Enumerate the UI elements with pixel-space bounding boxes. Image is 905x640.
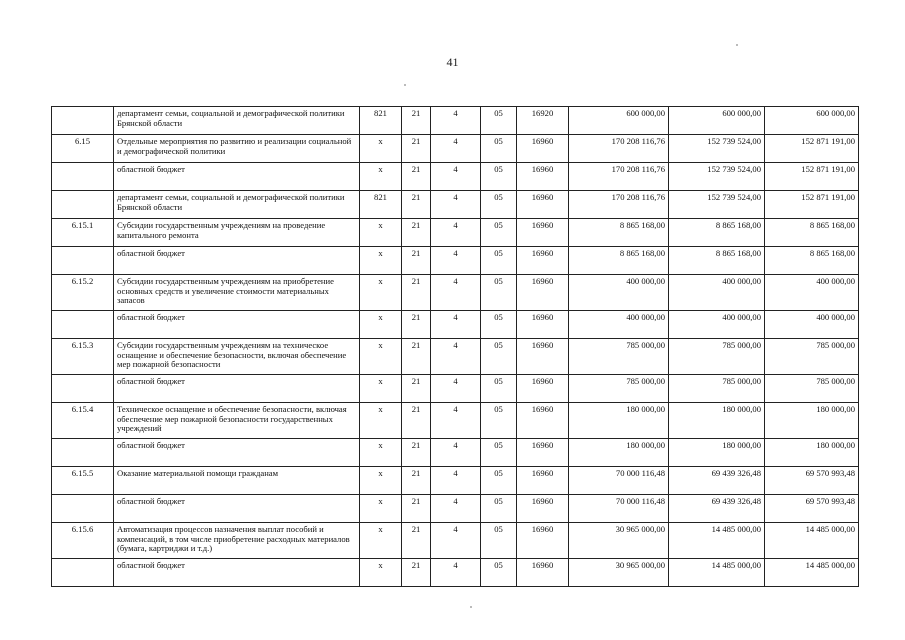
row-c2: 4 [431, 467, 481, 495]
row-c2: 4 [431, 523, 481, 559]
row-c4: 16960 [517, 375, 569, 403]
row-name: областной бюджет [114, 375, 360, 403]
row-c3: 05 [481, 247, 517, 275]
row-value-1: 785 000,00 [569, 339, 669, 375]
row-code: 6.15.1 [52, 219, 114, 247]
row-value-2: 600 000,00 [669, 107, 765, 135]
table-row [52, 403, 859, 439]
row-c3: 05 [481, 523, 517, 559]
row-value-1: 400 000,00 [569, 311, 669, 339]
row-gr: x [360, 311, 402, 339]
table-row [52, 107, 859, 135]
row-c1: 21 [402, 467, 431, 495]
scan-speck [470, 606, 472, 608]
row-c4: 16960 [517, 403, 569, 439]
row-value-3: 400 000,00 [765, 311, 859, 339]
row-c4: 16960 [517, 495, 569, 523]
row-c4: 16960 [517, 275, 569, 311]
row-gr: x [360, 467, 402, 495]
row-c2: 4 [431, 135, 481, 163]
row-c3: 05 [481, 311, 517, 339]
row-value-3: 14 485 000,00 [765, 559, 859, 587]
row-code [52, 191, 114, 219]
row-name: областной бюджет [114, 247, 360, 275]
table-row [52, 247, 859, 275]
row-code [52, 559, 114, 587]
row-value-2: 785 000,00 [669, 375, 765, 403]
row-value-3: 152 871 191,00 [765, 191, 859, 219]
row-value-1: 600 000,00 [569, 107, 669, 135]
table-row [52, 191, 859, 219]
row-gr: x [360, 523, 402, 559]
row-c1: 21 [402, 559, 431, 587]
row-name: Оказание материальной помощи гражданам [114, 467, 360, 495]
row-c1: 21 [402, 107, 431, 135]
table-row [52, 163, 859, 191]
table-row [52, 339, 859, 375]
row-name: Субсидии государственным учреждениям на приобретение основных средств и увеличение стоимости материальных запасов [114, 275, 360, 311]
row-gr: x [360, 219, 402, 247]
row-c4: 16960 [517, 163, 569, 191]
row-code: 6.15.6 [52, 523, 114, 559]
row-code: 6.15.5 [52, 467, 114, 495]
row-c4: 16960 [517, 339, 569, 375]
row-value-1: 170 208 116,76 [569, 135, 669, 163]
row-value-1: 8 865 168,00 [569, 247, 669, 275]
row-gr: x [360, 275, 402, 311]
row-value-2: 8 865 168,00 [669, 247, 765, 275]
row-c1: 21 [402, 135, 431, 163]
row-c2: 4 [431, 275, 481, 311]
row-value-3: 152 871 191,00 [765, 163, 859, 191]
row-c1: 21 [402, 403, 431, 439]
row-value-2: 14 485 000,00 [669, 559, 765, 587]
row-gr: x [360, 375, 402, 403]
row-c1: 21 [402, 339, 431, 375]
row-gr: x [360, 403, 402, 439]
table-row [52, 375, 859, 403]
row-c2: 4 [431, 439, 481, 467]
row-value-3: 8 865 168,00 [765, 247, 859, 275]
row-value-1: 400 000,00 [569, 275, 669, 311]
row-value-1: 170 208 116,76 [569, 163, 669, 191]
row-name: департамент семьи, социальной и демографической политики Брянской области [114, 107, 360, 135]
row-c2: 4 [431, 495, 481, 523]
row-gr: 821 [360, 107, 402, 135]
row-c2: 4 [431, 339, 481, 375]
row-value-3: 785 000,00 [765, 375, 859, 403]
row-value-1: 30 965 000,00 [569, 559, 669, 587]
row-value-1: 30 965 000,00 [569, 523, 669, 559]
row-value-2: 69 439 326,48 [669, 467, 765, 495]
row-value-1: 785 000,00 [569, 375, 669, 403]
row-c3: 05 [481, 495, 517, 523]
row-c4: 16960 [517, 311, 569, 339]
row-c3: 05 [481, 339, 517, 375]
row-name: областной бюджет [114, 439, 360, 467]
row-c3: 05 [481, 191, 517, 219]
row-c1: 21 [402, 439, 431, 467]
row-c2: 4 [431, 219, 481, 247]
row-code [52, 439, 114, 467]
row-c2: 4 [431, 107, 481, 135]
row-value-3: 600 000,00 [765, 107, 859, 135]
row-c2: 4 [431, 311, 481, 339]
row-code [52, 107, 114, 135]
row-value-1: 180 000,00 [569, 439, 669, 467]
row-gr: x [360, 135, 402, 163]
row-c2: 4 [431, 559, 481, 587]
table-row [52, 439, 859, 467]
row-c4: 16960 [517, 559, 569, 587]
row-value-1: 70 000 116,48 [569, 495, 669, 523]
row-name: Субсидии государственным учреждениям на техническое оснащение и обеспечение безопасности, включая обеспечение мер пожарной безопасности [114, 339, 360, 375]
row-value-3: 69 570 993,48 [765, 495, 859, 523]
row-name: областной бюджет [114, 495, 360, 523]
row-c1: 21 [402, 523, 431, 559]
row-value-3: 400 000,00 [765, 275, 859, 311]
row-c4: 16960 [517, 467, 569, 495]
row-c4: 16960 [517, 219, 569, 247]
table-row [52, 495, 859, 523]
row-value-2: 180 000,00 [669, 439, 765, 467]
row-value-3: 8 865 168,00 [765, 219, 859, 247]
row-gr: x [360, 339, 402, 375]
row-c1: 21 [402, 495, 431, 523]
table-row [52, 311, 859, 339]
row-c4: 16960 [517, 247, 569, 275]
row-gr: x [360, 163, 402, 191]
row-gr: x [360, 559, 402, 587]
row-c3: 05 [481, 275, 517, 311]
table-row [52, 135, 859, 163]
row-code [52, 375, 114, 403]
table-row [52, 467, 859, 495]
row-c3: 05 [481, 107, 517, 135]
row-c3: 05 [481, 135, 517, 163]
row-value-3: 180 000,00 [765, 439, 859, 467]
row-c3: 05 [481, 163, 517, 191]
table-row [52, 275, 859, 311]
row-value-2: 69 439 326,48 [669, 495, 765, 523]
page-number: 41 [446, 55, 459, 69]
row-value-3: 180 000,00 [765, 403, 859, 439]
scan-speck [736, 44, 738, 46]
row-value-3: 69 570 993,48 [765, 467, 859, 495]
row-c3: 05 [481, 219, 517, 247]
row-value-1: 8 865 168,00 [569, 219, 669, 247]
row-name: Техническое оснащение и обеспечение безопасности, включая обеспечение мер пожарной безопасности государственных учреждений [114, 403, 360, 439]
row-name: Отдельные мероприятия по развитию и реализации социальной и демографической политики [114, 135, 360, 163]
table-row [52, 559, 859, 587]
row-gr: x [360, 439, 402, 467]
row-value-2: 8 865 168,00 [669, 219, 765, 247]
row-c4: 16960 [517, 439, 569, 467]
row-c3: 05 [481, 439, 517, 467]
row-value-1: 170 208 116,76 [569, 191, 669, 219]
row-code: 6.15.4 [52, 403, 114, 439]
row-code: 6.15.2 [52, 275, 114, 311]
row-c1: 21 [402, 375, 431, 403]
row-code: 6.15.3 [52, 339, 114, 375]
row-c1: 21 [402, 163, 431, 191]
row-name: областной бюджет [114, 163, 360, 191]
row-name: Автоматизация процессов назначения выплат пособий и компенсаций, в том числе приобретение расходных материалов (бумага, картриджи и т.д.) [114, 523, 360, 559]
row-c3: 05 [481, 559, 517, 587]
table-row [52, 523, 859, 559]
row-value-2: 785 000,00 [669, 339, 765, 375]
row-code [52, 311, 114, 339]
row-c4: 16960 [517, 523, 569, 559]
row-name: департамент семьи, социальной и демографической политики Брянской области [114, 191, 360, 219]
row-code [52, 495, 114, 523]
row-c1: 21 [402, 275, 431, 311]
row-c2: 4 [431, 191, 481, 219]
row-c2: 4 [431, 375, 481, 403]
scan-speck [404, 84, 406, 86]
row-value-2: 14 485 000,00 [669, 523, 765, 559]
row-value-2: 152 739 524,00 [669, 191, 765, 219]
row-c4: 16960 [517, 135, 569, 163]
row-gr: x [360, 495, 402, 523]
row-c1: 21 [402, 219, 431, 247]
row-name: областной бюджет [114, 559, 360, 587]
row-c3: 05 [481, 403, 517, 439]
row-c2: 4 [431, 403, 481, 439]
row-name: областной бюджет [114, 311, 360, 339]
row-gr: 821 [360, 191, 402, 219]
row-value-1: 180 000,00 [569, 403, 669, 439]
row-c2: 4 [431, 163, 481, 191]
table-row [52, 219, 859, 247]
row-value-3: 14 485 000,00 [765, 523, 859, 559]
row-value-2: 152 739 524,00 [669, 135, 765, 163]
row-value-3: 152 871 191,00 [765, 135, 859, 163]
row-code [52, 163, 114, 191]
row-value-2: 152 739 524,00 [669, 163, 765, 191]
row-c4: 16920 [517, 107, 569, 135]
row-c3: 05 [481, 467, 517, 495]
row-value-3: 785 000,00 [765, 339, 859, 375]
row-c1: 21 [402, 247, 431, 275]
row-c2: 4 [431, 247, 481, 275]
row-name: Субсидии государственным учреждениям на проведение капитального ремонта [114, 219, 360, 247]
row-c4: 16960 [517, 191, 569, 219]
row-c3: 05 [481, 375, 517, 403]
row-gr: x [360, 247, 402, 275]
row-value-2: 180 000,00 [669, 403, 765, 439]
table-body [52, 107, 859, 587]
row-value-2: 400 000,00 [669, 275, 765, 311]
row-value-1: 70 000 116,48 [569, 467, 669, 495]
row-code [52, 247, 114, 275]
row-code: 6.15 [52, 135, 114, 163]
budget-table [51, 106, 859, 587]
row-value-2: 400 000,00 [669, 311, 765, 339]
row-c1: 21 [402, 311, 431, 339]
row-c1: 21 [402, 191, 431, 219]
